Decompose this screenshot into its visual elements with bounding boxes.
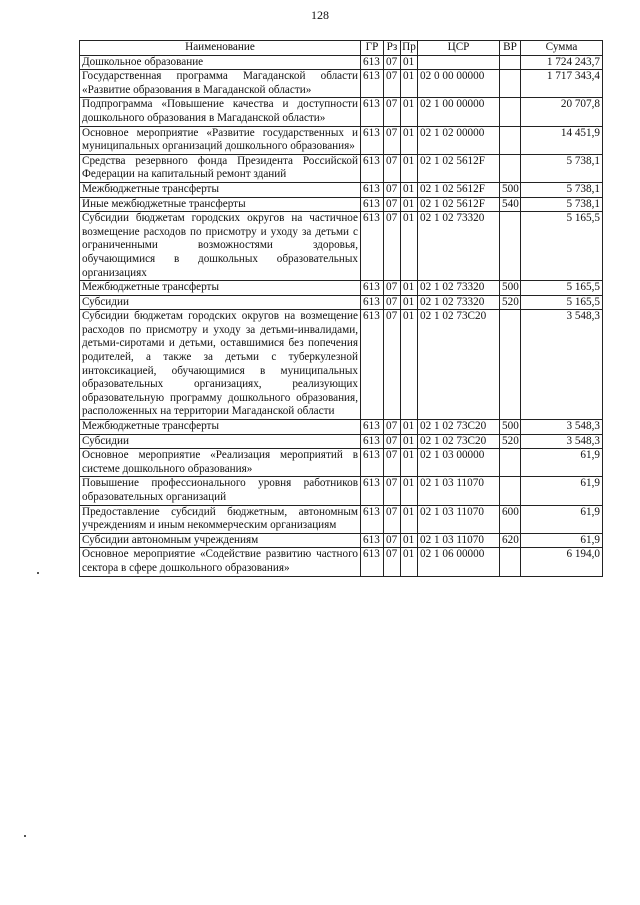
row-csr-cell: 02 1 02 73320 — [418, 295, 500, 310]
row-name-cell: Иные межбюджетные трансферты — [80, 197, 361, 212]
row-rz-cell: 07 — [384, 533, 401, 548]
row-csr-cell: 02 0 00 00000 — [418, 70, 500, 98]
table-row — [80, 434, 603, 449]
row-vr-cell: 540 — [500, 197, 521, 212]
table-row — [80, 182, 603, 197]
row-sum-cell: 61,9 — [521, 449, 603, 477]
row-name-cell: Основное мероприятие «Реализация мероприятий в системе дошкольного образования» — [80, 449, 361, 477]
row-sum-cell: 5 738,1 — [521, 154, 603, 182]
row-vr-cell — [500, 98, 521, 126]
row-gr-cell: 613 — [361, 310, 384, 420]
row-csr-cell: 02 1 02 00000 — [418, 126, 500, 154]
row-gr-cell: 613 — [361, 477, 384, 505]
row-pr-cell: 01 — [401, 98, 418, 126]
row-gr-cell: 613 — [361, 533, 384, 548]
row-sum-cell: 5 165,5 — [521, 212, 603, 281]
row-name-cell: Предоставление субсидий бюджетным, автономным учреждениям и иным некоммерческим организациям — [80, 505, 361, 533]
budget-table — [79, 40, 603, 577]
row-rz-cell: 07 — [384, 295, 401, 310]
row-sum-cell: 61,9 — [521, 533, 603, 548]
row-pr-cell: 01 — [401, 55, 418, 70]
row-csr-cell: 02 1 03 11070 — [418, 477, 500, 505]
row-vr-cell — [500, 212, 521, 281]
row-vr-cell — [500, 55, 521, 70]
row-rz-cell: 07 — [384, 477, 401, 505]
row-vr-cell — [500, 70, 521, 98]
row-name-cell: Межбюджетные трансферты — [80, 420, 361, 435]
row-pr-cell: 01 — [401, 197, 418, 212]
row-rz-cell: 07 — [384, 154, 401, 182]
row-gr-cell: 613 — [361, 154, 384, 182]
row-name-cell: Межбюджетные трансферты — [80, 182, 361, 197]
table-row — [80, 98, 603, 126]
row-rz-cell: 07 — [384, 310, 401, 420]
row-csr-cell: 02 1 02 73С20 — [418, 434, 500, 449]
row-rz-cell: 07 — [384, 548, 401, 576]
row-sum-cell: 3 548,3 — [521, 420, 603, 435]
row-sum-cell: 5 165,5 — [521, 295, 603, 310]
row-pr-cell: 01 — [401, 449, 418, 477]
row-name-cell: Субсидии — [80, 434, 361, 449]
row-name-cell: Субсидии бюджетам городских округов на частичное возмещение расходов по присмотру и уходу за детьми с ограниченными возможностями здоровья, обучающимися в дошкольных образовательных организациях — [80, 212, 361, 281]
row-csr-cell: 02 1 02 5612F — [418, 154, 500, 182]
row-csr-cell: 02 1 02 73320 — [418, 212, 500, 281]
row-vr-cell — [500, 310, 521, 420]
row-gr-cell: 613 — [361, 197, 384, 212]
row-rz-cell: 07 — [384, 197, 401, 212]
table-row — [80, 449, 603, 477]
row-csr-cell: 02 1 02 73С20 — [418, 310, 500, 420]
row-sum-cell: 20 707,8 — [521, 98, 603, 126]
row-name-cell: Межбюджетные трансферты — [80, 281, 361, 296]
row-sum-cell: 61,9 — [521, 477, 603, 505]
row-gr-cell: 613 — [361, 420, 384, 435]
row-gr-cell: 613 — [361, 70, 384, 98]
row-gr-cell: 613 — [361, 212, 384, 281]
row-sum-cell: 6 194,0 — [521, 548, 603, 576]
row-sum-cell: 14 451,9 — [521, 126, 603, 154]
row-vr-cell — [500, 154, 521, 182]
row-vr-cell: 500 — [500, 281, 521, 296]
row-name-cell: Подпрограмма «Повышение качества и доступности дошкольного образования в Магаданской области» — [80, 98, 361, 126]
header-name: Наименование — [80, 41, 361, 56]
row-pr-cell: 01 — [401, 505, 418, 533]
table-row — [80, 197, 603, 212]
row-csr-cell: 02 1 02 73320 — [418, 281, 500, 296]
header-csr: ЦСР — [418, 41, 500, 56]
row-sum-cell: 1 717 343,4 — [521, 70, 603, 98]
table-row — [80, 505, 603, 533]
row-name-cell: Дошкольное образование — [80, 55, 361, 70]
row-csr-cell: 02 1 00 00000 — [418, 98, 500, 126]
row-rz-cell: 07 — [384, 434, 401, 449]
row-sum-cell: 3 548,3 — [521, 310, 603, 420]
row-gr-cell: 613 — [361, 281, 384, 296]
header-gr: ГР — [361, 41, 384, 56]
row-gr-cell: 613 — [361, 182, 384, 197]
scan-dot — [37, 572, 39, 574]
row-sum-cell: 5 738,1 — [521, 182, 603, 197]
row-gr-cell: 613 — [361, 126, 384, 154]
row-rz-cell: 07 — [384, 505, 401, 533]
page-number: 128 — [311, 8, 329, 22]
row-vr-cell: 620 — [500, 533, 521, 548]
row-vr-cell: 500 — [500, 420, 521, 435]
row-pr-cell: 01 — [401, 533, 418, 548]
row-gr-cell: 613 — [361, 98, 384, 126]
row-csr-cell: 02 1 02 73С20 — [418, 420, 500, 435]
row-name-cell: Государственная программа Магаданской области «Развитие образования в Магаданской области» — [80, 70, 361, 98]
row-csr-cell: 02 1 06 00000 — [418, 548, 500, 576]
header-sum: Сумма — [521, 41, 603, 56]
row-rz-cell: 07 — [384, 126, 401, 154]
table-row — [80, 420, 603, 435]
row-vr-cell — [500, 548, 521, 576]
row-name-cell: Средства резервного фонда Президента Российской Федерации на капитальный ремонт зданий — [80, 154, 361, 182]
row-pr-cell: 01 — [401, 548, 418, 576]
row-pr-cell: 01 — [401, 126, 418, 154]
table-row — [80, 295, 603, 310]
table-row — [80, 70, 603, 98]
row-name-cell: Повышение профессионального уровня работников образовательных организаций — [80, 477, 361, 505]
row-rz-cell: 07 — [384, 281, 401, 296]
row-rz-cell: 07 — [384, 212, 401, 281]
row-vr-cell: 520 — [500, 434, 521, 449]
row-pr-cell: 01 — [401, 281, 418, 296]
row-csr-cell: 02 1 02 5612F — [418, 197, 500, 212]
row-sum-cell: 5 738,1 — [521, 197, 603, 212]
row-rz-cell: 07 — [384, 449, 401, 477]
row-pr-cell: 01 — [401, 182, 418, 197]
row-rz-cell: 07 — [384, 182, 401, 197]
table-row — [80, 548, 603, 576]
header-vr: ВР — [500, 41, 521, 56]
row-gr-cell: 613 — [361, 55, 384, 70]
row-pr-cell: 01 — [401, 420, 418, 435]
row-vr-cell — [500, 477, 521, 505]
row-rz-cell: 07 — [384, 98, 401, 126]
row-vr-cell — [500, 449, 521, 477]
row-name-cell: Основное мероприятие «Содействие развитию частного сектора в сфере дошкольного образования» — [80, 548, 361, 576]
row-name-cell: Субсидии — [80, 295, 361, 310]
header-pr: Пр — [401, 41, 418, 56]
row-pr-cell: 01 — [401, 154, 418, 182]
row-pr-cell: 01 — [401, 310, 418, 420]
row-sum-cell: 3 548,3 — [521, 434, 603, 449]
row-vr-cell: 600 — [500, 505, 521, 533]
row-csr-cell: 02 1 02 5612F — [418, 182, 500, 197]
row-name-cell: Основное мероприятие «Развитие государственных и муниципальных организаций дошкольного образования» — [80, 126, 361, 154]
row-gr-cell: 613 — [361, 449, 384, 477]
row-gr-cell: 613 — [361, 295, 384, 310]
row-rz-cell: 07 — [384, 55, 401, 70]
table-row — [80, 281, 603, 296]
table-row — [80, 533, 603, 548]
table-header-row — [80, 41, 603, 56]
row-name-cell: Субсидии автономным учреждениям — [80, 533, 361, 548]
row-pr-cell: 01 — [401, 70, 418, 98]
row-rz-cell: 07 — [384, 70, 401, 98]
row-csr-cell: 02 1 03 11070 — [418, 505, 500, 533]
table-row — [80, 310, 603, 420]
row-vr-cell — [500, 126, 521, 154]
row-rz-cell: 07 — [384, 420, 401, 435]
row-vr-cell: 520 — [500, 295, 521, 310]
row-gr-cell: 613 — [361, 505, 384, 533]
row-sum-cell: 1 724 243,7 — [521, 55, 603, 70]
row-sum-cell: 61,9 — [521, 505, 603, 533]
row-pr-cell: 01 — [401, 295, 418, 310]
row-pr-cell: 01 — [401, 212, 418, 281]
row-vr-cell: 500 — [500, 182, 521, 197]
row-gr-cell: 613 — [361, 548, 384, 576]
row-csr-cell: 02 1 03 11070 — [418, 533, 500, 548]
table-row — [80, 477, 603, 505]
scan-dot — [24, 835, 26, 837]
row-csr-cell: 02 1 03 00000 — [418, 449, 500, 477]
row-gr-cell: 613 — [361, 434, 384, 449]
row-csr-cell — [418, 55, 500, 70]
header-rz: Рз — [384, 41, 401, 56]
row-pr-cell: 01 — [401, 477, 418, 505]
table-row — [80, 212, 603, 281]
row-pr-cell: 01 — [401, 434, 418, 449]
row-name-cell: Субсидии бюджетам городских округов на возмещение расходов по присмотру и уходу за детьми-инвалидами, детьми-сиротами и детьми, оставшимися без попечения родителей, а также за детьми с туберкулезной интоксикацией, обучающимися в муниципальных образовательных организациях, реализующих образовательную программу дошкольного образования, расположенных на территории Магаданской области — [80, 310, 361, 420]
table-row — [80, 55, 603, 70]
table-row — [80, 126, 603, 154]
row-sum-cell: 5 165,5 — [521, 281, 603, 296]
table-row — [80, 154, 603, 182]
